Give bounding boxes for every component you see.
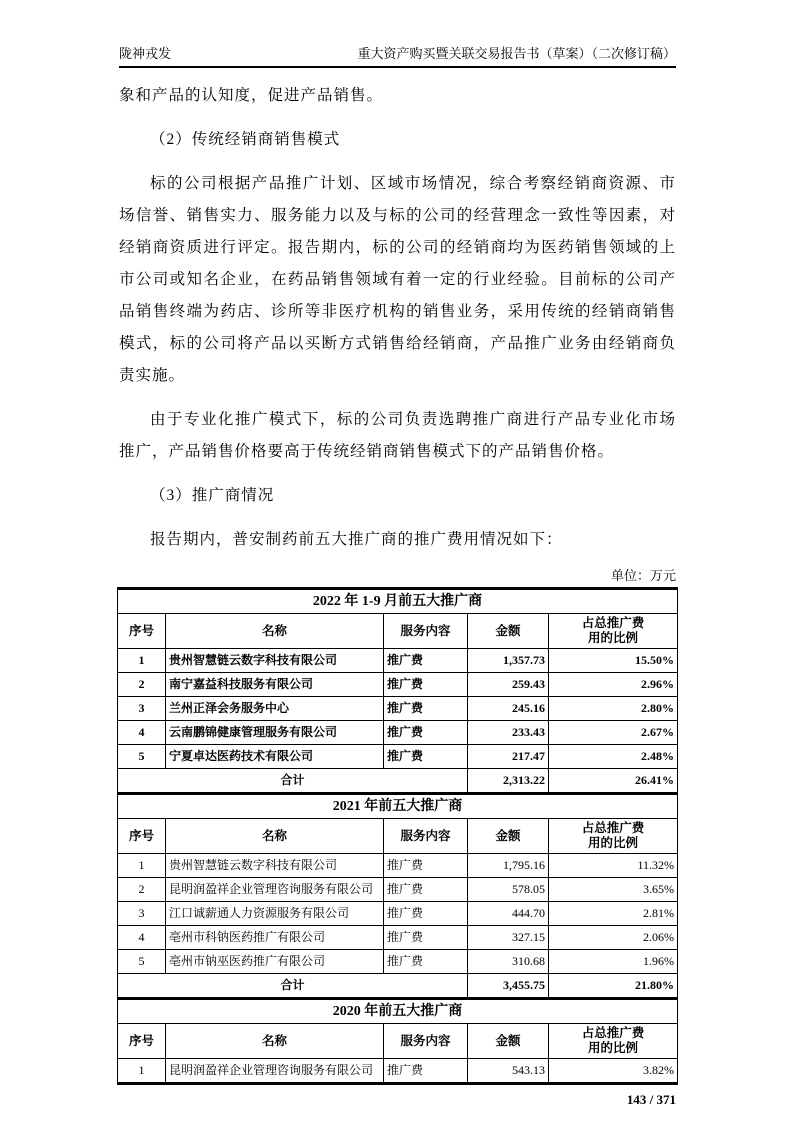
table-row [118, 926, 678, 950]
cell-amount: 259.43 [468, 673, 549, 697]
total-label: 合计 [118, 974, 468, 999]
table-row [118, 721, 678, 745]
col-header-ratio: 占总推广费用的比例 [549, 614, 678, 649]
table-row [118, 649, 678, 673]
col-header-amount: 金额 [468, 1024, 549, 1059]
table-row [118, 673, 678, 697]
cell-ratio: 2.48% [549, 745, 678, 769]
col-header-ratio: 占总推广费用的比例 [549, 1024, 678, 1059]
col-header-name: 名称 [166, 614, 384, 649]
table-total-row [118, 974, 678, 999]
table-header-row [118, 614, 678, 649]
cell-amount: 310.68 [468, 950, 549, 974]
col-header-name: 名称 [166, 1024, 384, 1059]
cell-service: 推广费 [384, 926, 468, 950]
cell-index: 3 [118, 697, 166, 721]
cell-name: 昆明润盈祥企业管理咨询服务有限公司 [166, 878, 384, 902]
promoters-tables [117, 587, 678, 1085]
section-heading-2: （2）传统经销商销售模式 [150, 131, 341, 148]
table-title-2022 [118, 589, 678, 614]
col-header-amount: 金额 [468, 614, 549, 649]
total-amount: 3,455.75 [468, 974, 549, 999]
cell-service: 推广费 [384, 950, 468, 974]
cell-service: 推广费 [384, 878, 468, 902]
cell-index: 5 [118, 745, 166, 769]
table-row [118, 745, 678, 769]
table-header-row [118, 1024, 678, 1059]
cell-service: 推广费 [384, 745, 468, 769]
table-title: 2021 年前五大推广商 [118, 794, 678, 819]
cell-service: 推广费 [384, 697, 468, 721]
cell-index: 1 [118, 649, 166, 673]
cell-amount: 578.05 [468, 878, 549, 902]
cell-ratio: 1.96% [549, 950, 678, 974]
table-row [118, 902, 678, 926]
col-header-index: 序号 [118, 1024, 166, 1059]
cell-index: 3 [118, 902, 166, 926]
col-header-index: 序号 [118, 819, 166, 854]
col-header-name: 名称 [166, 819, 384, 854]
table-row [118, 697, 678, 721]
cell-ratio: 15.50% [549, 649, 678, 673]
table-header-row [118, 819, 678, 854]
col-header-service: 服务内容 [384, 819, 468, 854]
cell-name: 亳州市科钠医药推广有限公司 [166, 926, 384, 950]
cell-ratio: 2.67% [549, 721, 678, 745]
cell-amount: 1,357.73 [468, 649, 549, 673]
cell-index: 2 [118, 878, 166, 902]
section-heading-3: （3）推广商情况 [150, 487, 275, 504]
cell-amount: 217.47 [468, 745, 549, 769]
total-ratio: 21.80% [549, 974, 678, 999]
cell-name: 江口诚薪通人力资源服务有限公司 [166, 902, 384, 926]
cell-index: 4 [118, 721, 166, 745]
cell-name: 亳州市钠巫医药推广有限公司 [166, 950, 384, 974]
cell-ratio: 2.80% [549, 697, 678, 721]
cell-service: 推广费 [384, 673, 468, 697]
col-header-service: 服务内容 [384, 1024, 468, 1059]
report-title: 重大资产购买暨关联交易报告书（草案）（二次修订稿） [357, 46, 676, 61]
page-number: 143 / 371 [626, 1092, 676, 1107]
total-ratio: 26.41% [549, 769, 678, 794]
unit-label: 单位：万元 [610, 568, 676, 583]
cell-name: 贵州智慧链云数字科技有限公司 [166, 854, 384, 878]
page-header [119, 45, 676, 68]
cell-index: 4 [118, 926, 166, 950]
cell-index: 1 [118, 1059, 166, 1084]
cell-ratio: 3.82% [549, 1059, 678, 1084]
cell-service: 推广费 [384, 721, 468, 745]
table-title: 2022 年 1-9 月前五大推广商 [118, 589, 678, 614]
company-name: 陇神戎发 [119, 46, 172, 61]
table-title: 2020 年前五大推广商 [118, 999, 678, 1024]
table-row [118, 854, 678, 878]
cell-ratio: 2.06% [549, 926, 678, 950]
cell-name: 南宁嘉益科技服务有限公司 [166, 673, 384, 697]
cell-name: 昆明润盈祥企业管理咨询服务有限公司 [166, 1059, 384, 1084]
col-header-amount: 金额 [468, 819, 549, 854]
cell-index: 5 [118, 950, 166, 974]
cell-ratio: 3.65% [549, 878, 678, 902]
total-label: 合计 [118, 769, 468, 794]
cell-name: 云南鹏锦健康管理服务有限公司 [166, 721, 384, 745]
cell-index: 1 [118, 854, 166, 878]
continuation-paragraph: 象和产品的认知度，促进产品销售。 [119, 87, 384, 104]
table-title-2021 [118, 794, 678, 819]
cell-amount: 327.15 [468, 926, 549, 950]
total-amount: 2,313.22 [468, 769, 549, 794]
cell-name: 贵州智慧链云数字科技有限公司 [166, 649, 384, 673]
table-title-2020 [118, 999, 678, 1024]
cell-amount: 1,795.16 [468, 854, 549, 878]
cell-index: 2 [118, 673, 166, 697]
table-row [118, 950, 678, 974]
cell-amount: 233.43 [468, 721, 549, 745]
table-total-row [118, 769, 678, 794]
cell-amount: 543.13 [468, 1059, 549, 1084]
table-row [118, 878, 678, 902]
col-header-ratio: 占总推广费用的比例 [549, 819, 678, 854]
cell-name: 兰州正泽会务服务中心 [166, 697, 384, 721]
promotion-model-paragraph: 由于专业化推广模式下，标的公司负责选聘推广商进行产品专业化市场推广，产品销售价格要高于传统经销商销售模式下的产品销售价格。 [119, 411, 676, 460]
cell-amount: 245.16 [468, 697, 549, 721]
table-row [118, 1059, 678, 1084]
cell-ratio: 2.96% [549, 673, 678, 697]
col-header-service: 服务内容 [384, 614, 468, 649]
dealer-model-paragraph: 标的公司根据产品推广计划、区域市场情况，综合考察经销商资源、市场信誉、销售实力、服务能力以及与标的公司的经营理念一致性等因素，对经销商资质进行评定。报告期内，标的公司的经销商均为医药销售领域的上市公司或知名企业，在药品销售领域有着一定的行业经验。目前标的公司产品销售终端为药店、诊所等非医疗机构的销售业务，采用传统的经销商销售模式，标的公司将产品以买断方式销售给经销商，产品推广业务由经销商负责实施。 [119, 175, 676, 384]
cell-service: 推广费 [384, 1059, 468, 1084]
cell-ratio: 11.32% [549, 854, 678, 878]
cell-amount: 444.70 [468, 902, 549, 926]
col-header-index: 序号 [118, 614, 166, 649]
promoters-intro-paragraph: 报告期内，普安制药前五大推广商的推广费用情况如下： [150, 531, 563, 548]
cell-ratio: 2.81% [549, 902, 678, 926]
cell-service: 推广费 [384, 854, 468, 878]
cell-name: 宁夏卓达医药技术有限公司 [166, 745, 384, 769]
cell-service: 推广费 [384, 649, 468, 673]
cell-service: 推广费 [384, 902, 468, 926]
